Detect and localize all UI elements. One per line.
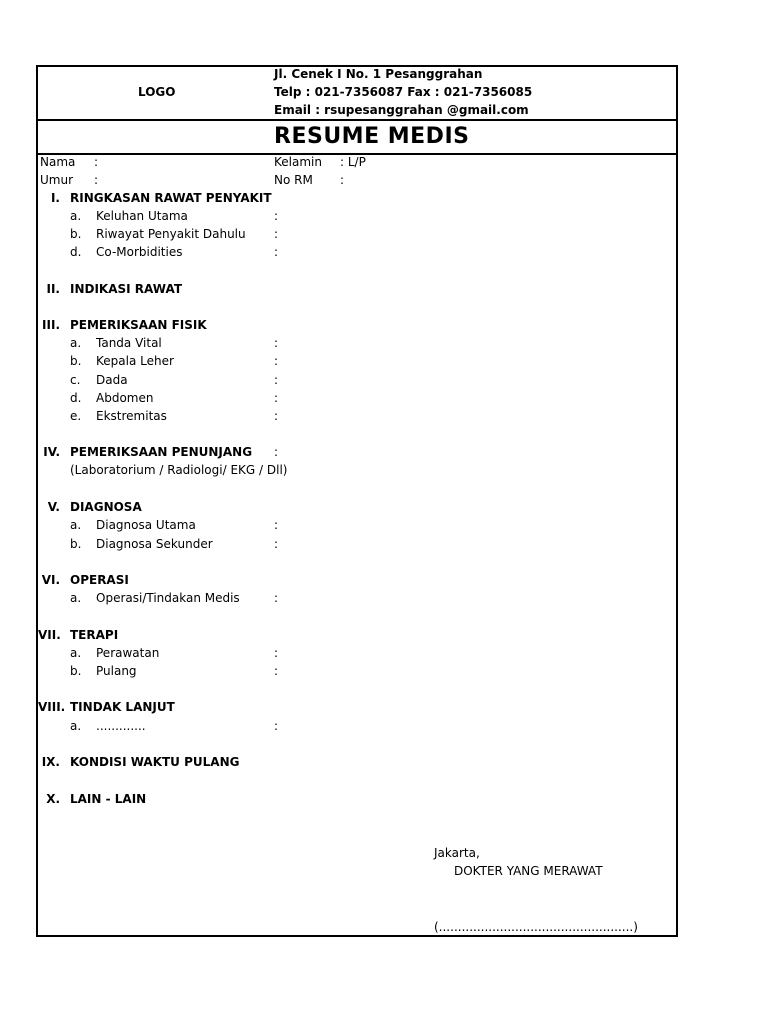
norm-label: No RM <box>274 173 313 187</box>
kelamin-value: : L/P <box>340 155 366 169</box>
item-label: ............. <box>96 719 146 733</box>
item-colon: : <box>274 664 279 678</box>
item-label: Pulang <box>96 664 137 678</box>
item-colon: : <box>274 591 279 605</box>
item-colon: : <box>274 646 279 660</box>
item-letter: b. <box>70 354 82 368</box>
item-colon: : <box>274 537 279 551</box>
section-title: PEMERIKSAAN PENUNJANG <box>70 445 253 459</box>
item-letter: a. <box>70 209 82 223</box>
item-letter: a. <box>70 518 82 532</box>
email-line: Email : rsupesanggrahan @gmail.com <box>274 103 529 117</box>
item-colon: : <box>274 373 279 387</box>
section-title: KONDISI WAKTU PULANG <box>70 755 240 769</box>
logo-placeholder: LOGO <box>138 85 176 99</box>
section-number: VII. <box>38 628 61 642</box>
umur-colon: : <box>94 173 99 187</box>
item-label: Ekstremitas <box>96 409 167 423</box>
item-letter: d. <box>70 245 82 259</box>
section-number: VIII. <box>38 700 66 714</box>
item-label: Operasi/Tindakan Medis <box>96 591 240 605</box>
item-label: Tanda Vital <box>96 336 162 350</box>
nama-label: Nama <box>40 155 76 169</box>
item-letter: d. <box>70 391 82 405</box>
item-letter: a. <box>70 336 82 350</box>
phone-fax-line: Telp : 021-7356087 Fax : 021-7356085 <box>274 85 533 99</box>
section-number: I. <box>50 191 60 205</box>
signature-blank: (...................................................) <box>434 920 638 934</box>
item-label: Kepala Leher <box>96 354 174 368</box>
section-number: III. <box>42 318 60 332</box>
item-letter: b. <box>70 227 82 241</box>
section-number: V. <box>47 500 60 514</box>
item-letter: a. <box>70 591 82 605</box>
section-number: II. <box>46 282 60 296</box>
letterhead <box>38 67 676 121</box>
item-colon: : <box>274 719 279 733</box>
item-colon: : <box>274 354 279 368</box>
item-letter: a. <box>70 646 82 660</box>
item-label: Diagnosa Sekunder <box>96 537 213 551</box>
item-colon: : <box>274 409 279 423</box>
item-letter: a. <box>70 719 82 733</box>
item-colon: : <box>274 445 279 459</box>
section-title: OPERASI <box>70 573 129 587</box>
section-title: TINDAK LANJUT <box>70 700 175 714</box>
section-title: PEMERIKSAAN FISIK <box>70 318 207 332</box>
kelamin-label: Kelamin <box>274 155 322 169</box>
item-label: Riwayat Penyakit Dahulu <box>96 227 246 241</box>
section-number: VI. <box>41 573 60 587</box>
item-colon: : <box>274 336 279 350</box>
item-colon: : <box>274 391 279 405</box>
item-letter: b. <box>70 537 82 551</box>
resume-medis-form <box>36 65 678 937</box>
section-number: IX. <box>41 755 60 769</box>
item-label: Keluhan Utama <box>96 209 188 223</box>
item-label: Dada <box>96 373 128 387</box>
title-bar <box>38 121 676 155</box>
item-colon: : <box>274 245 279 259</box>
section-title: INDIKASI RAWAT <box>70 282 183 296</box>
section-subtitle: (Laboratorium / Radiologi/ EKG / Dll) <box>70 463 288 477</box>
item-label: Abdomen <box>96 391 154 405</box>
section-number: IV. <box>43 445 60 459</box>
section-title: RINGKASAN RAWAT PENYAKIT <box>70 191 272 205</box>
item-colon: : <box>274 518 279 532</box>
umur-label: Umur <box>40 173 74 187</box>
section-title: LAIN - LAIN <box>70 792 147 806</box>
section-number: X. <box>46 792 60 806</box>
section-title: DIAGNOSA <box>70 500 142 514</box>
item-label: Co-Morbidities <box>96 245 183 259</box>
signature-city: Jakarta, <box>434 846 480 860</box>
section-title: TERAPI <box>70 628 119 642</box>
address-line: Jl. Cenek I No. 1 Pesanggrahan <box>274 67 483 81</box>
signature-role: DOKTER YANG MERAWAT <box>454 864 603 878</box>
item-colon: : <box>274 209 279 223</box>
item-label: Perawatan <box>96 646 160 660</box>
item-letter: b. <box>70 664 82 678</box>
item-label: Diagnosa Utama <box>96 518 196 532</box>
nama-colon: : <box>94 155 99 169</box>
item-letter: e. <box>70 409 82 423</box>
item-colon: : <box>274 227 279 241</box>
page-title: RESUME MEDIS <box>274 124 470 149</box>
norm-colon: : <box>340 173 345 187</box>
item-letter: c. <box>70 373 81 387</box>
